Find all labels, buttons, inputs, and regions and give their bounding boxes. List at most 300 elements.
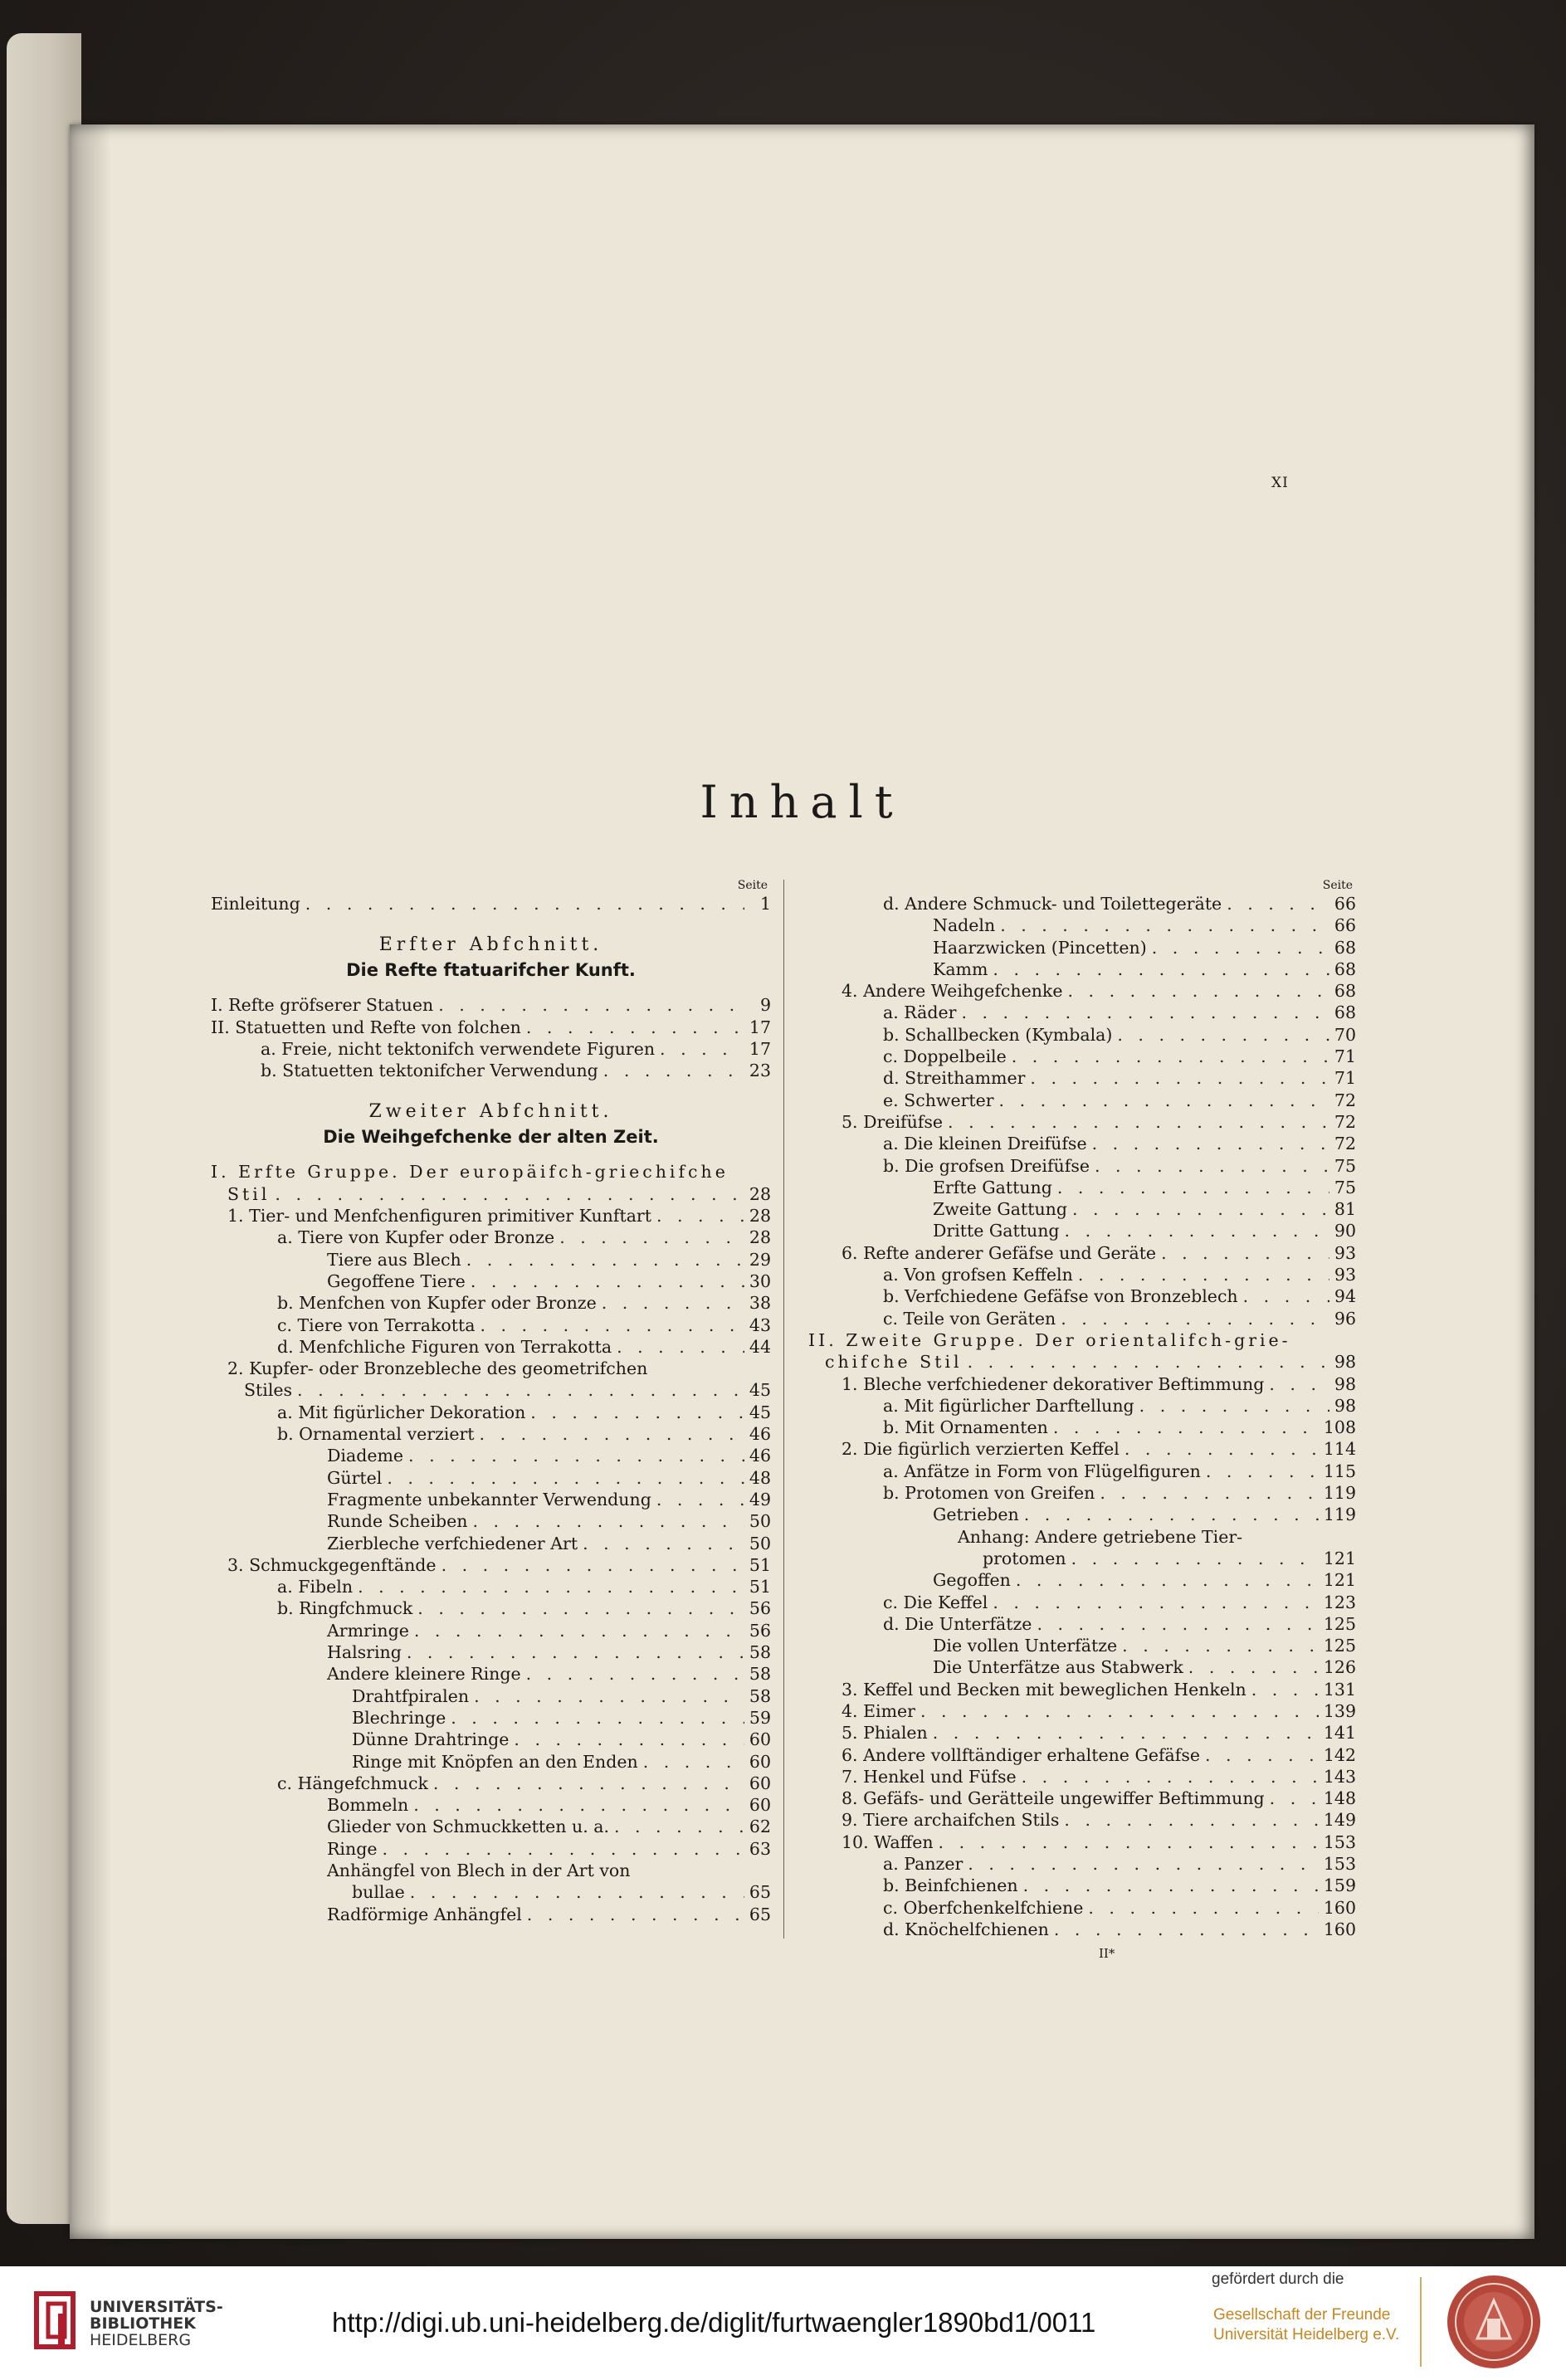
toc-entry-title: b. Ornamental verziert: [277, 1424, 475, 1445]
toc-entry: [211, 1794, 771, 1816]
dot-leader: [1078, 1264, 1329, 1285]
dot-leader: [993, 958, 1329, 980]
society-name[interactable]: [1213, 2305, 1399, 2345]
toc-entry-title: I. Erfte Gruppe. Der europäifch-griechifche: [211, 1162, 729, 1183]
dot-leader: [530, 1402, 744, 1423]
toc-entry-page: 98: [1334, 1373, 1356, 1394]
toc-entry: [211, 1205, 771, 1227]
toc-entry: [808, 1809, 1356, 1831]
page-gutter-shadow: [70, 124, 111, 2239]
funded-by-label: gefördert durch die: [1212, 2270, 1344, 2288]
toc-entry-title: Glieder von Schmuckketten u. a.: [327, 1817, 609, 1837]
toc-entry: [211, 1904, 771, 1925]
toc-entry-page: 119: [1323, 1505, 1356, 1525]
toc-entry-title: b. Menfchen von Kupfer oder Bronze: [277, 1293, 597, 1314]
dot-leader: [527, 1904, 744, 1925]
toc-entry-page: 51: [749, 1577, 771, 1597]
dot-leader: [413, 1794, 744, 1816]
toc-entry-title: 5. Dreifüfse: [842, 1111, 944, 1132]
dot-leader: [1100, 1482, 1318, 1504]
toc-entry-title: Die Unterfätze aus Stabwerk: [933, 1657, 1183, 1678]
dot-leader: [514, 1729, 744, 1750]
dot-leader: [1065, 1220, 1329, 1241]
toc-entry: [808, 1504, 1356, 1525]
toc-entry: [808, 1569, 1356, 1591]
toc-entry-page: 23: [749, 1061, 771, 1081]
toc-entry: [808, 1308, 1356, 1329]
dot-leader: [1139, 1395, 1329, 1417]
toc-entry-title: Andere kleinere Ringe: [327, 1664, 521, 1685]
dot-leader: [614, 1816, 744, 1837]
toc-entry: [211, 893, 771, 914]
toc-entry-title: Stiles: [244, 1380, 293, 1401]
library-name-line: UNIVERSITÄTS-: [90, 2298, 223, 2316]
toc-entry-title: Blechringe: [352, 1707, 446, 1728]
toc-entry-title: b. Mit Ornamenten: [883, 1417, 1048, 1438]
toc-entry-title: d. Streithammer: [883, 1068, 1026, 1089]
dot-leader: [382, 1838, 744, 1860]
toc-entry-title: Halsring: [327, 1642, 402, 1663]
toc-entry-title: Ringe mit Knöpfen an den Enden: [352, 1751, 638, 1772]
source-url-link[interactable]: http://digi.ub.uni-heidelberg.de/diglit/furtwaengler1890bd1/0011: [332, 2307, 1096, 2338]
toc-entry-title: c. Die Keffel: [883, 1592, 988, 1612]
toc-entry-page: 98: [1334, 1395, 1356, 1416]
toc-entry: [808, 1046, 1356, 1067]
dot-leader: [1117, 1024, 1329, 1046]
toc-entry-title: 2. Die figürlich verzierten Keffel: [842, 1439, 1120, 1460]
dot-leader: [1064, 1809, 1318, 1831]
toc-entry-title: c. Oberfchenkelfchiene: [883, 1897, 1084, 1918]
toc-entry-title: Drahtfpiralen: [352, 1685, 470, 1706]
toc-entry-title: b. Die grofsen Dreifüfse: [883, 1155, 1090, 1176]
toc-entry-title: Fragmente unbekannter Verwendung: [327, 1489, 651, 1509]
dot-leader: [433, 1773, 744, 1794]
page-number: XI: [1271, 475, 1289, 491]
university-seal-icon: [1444, 2272, 1544, 2372]
toc-entry-page: 60: [749, 1729, 771, 1750]
toc-entry-page: 44: [749, 1336, 771, 1357]
toc-entry-page: 48: [749, 1467, 771, 1488]
toc-entry-page: 29: [749, 1249, 771, 1270]
toc-entry: [808, 1090, 1356, 1111]
toc-entry-page: 148: [1323, 1788, 1356, 1809]
toc-entry-page: 28: [749, 1183, 771, 1204]
dot-leader: [1061, 1308, 1329, 1329]
library-name-line: BIBLIOTHEK: [90, 2314, 196, 2333]
toc-entry: [211, 1270, 771, 1292]
toc-entry: [808, 1351, 1356, 1373]
toc-entry: [808, 1875, 1356, 1896]
dot-leader: [1205, 1744, 1319, 1766]
dot-leader: [451, 1707, 744, 1729]
toc-entry: [211, 1663, 771, 1685]
toc-entry: [808, 1787, 1356, 1809]
toc-entry-title: protomen: [983, 1548, 1066, 1568]
toc-entry-page: 1: [759, 894, 771, 914]
toc-entry-page: 125: [1323, 1613, 1356, 1634]
toc-entry-page: 66: [1334, 915, 1356, 936]
toc-entry-title: Zierbleche verfchiedener Art: [327, 1533, 578, 1553]
dot-leader: [1071, 1548, 1319, 1569]
dot-leader: [1152, 937, 1329, 958]
toc-entry-page: 126: [1323, 1657, 1356, 1678]
dot-leader: [1000, 914, 1329, 936]
toc-entry-title: Diademe: [327, 1446, 404, 1466]
toc-entry-title: Haarzwicken (Pincetten): [933, 937, 1147, 958]
dot-leader: [358, 1576, 744, 1597]
toc-entry: [808, 1700, 1356, 1722]
dot-leader: [305, 893, 744, 914]
toc-entry-page: 121: [1323, 1548, 1356, 1568]
dot-leader: [1068, 980, 1329, 1002]
toc-entry-title: b. Statuetten tektonifcher Verwendung: [261, 1061, 598, 1081]
toc-entry-page: 149: [1323, 1810, 1356, 1831]
toc-entry: [211, 1729, 771, 1750]
dot-leader: [1227, 893, 1329, 914]
dot-leader: [1030, 1067, 1329, 1089]
dot-leader: [1269, 1373, 1329, 1395]
toc-entry-title: 1. Bleche verfchiedener dekorativer Beftimmung: [842, 1373, 1265, 1394]
dot-leader: [920, 1700, 1319, 1722]
toc-entry-page: 141: [1323, 1723, 1356, 1744]
toc-entry-page: 50: [749, 1511, 771, 1532]
dot-leader: [1022, 1766, 1319, 1787]
toc-entry-title: d. Knöchelfchienen: [883, 1919, 1049, 1939]
toc-entry-page: 59: [749, 1707, 771, 1728]
toc-entry: [211, 1881, 771, 1903]
dot-leader: [526, 1017, 744, 1038]
toc-entry: [808, 1373, 1356, 1395]
toc-entry-title: Gegoffen: [933, 1570, 1011, 1591]
toc-entry: [211, 1533, 771, 1554]
toc-entry: [808, 1548, 1356, 1569]
toc-entry-page: 68: [1334, 958, 1356, 979]
toc-entry-page: 131: [1323, 1679, 1356, 1700]
toc-entry-title: Kamm: [933, 958, 988, 979]
toc-entry: [808, 1744, 1356, 1766]
toc-entry-page: 108: [1323, 1417, 1356, 1438]
dot-leader: [993, 1592, 1319, 1613]
signature-mark: II*: [1099, 1946, 1115, 1961]
toc-entry-page: 28: [749, 1227, 771, 1248]
toc-entry: [211, 1183, 771, 1205]
toc-entry-title: a. Die kleinen Dreifüfse: [883, 1134, 1087, 1154]
toc-entry: [211, 1838, 771, 1860]
toc-entry-title: 3. Keffel und Becken mit beweglichen Henkeln: [842, 1679, 1246, 1700]
toc-entry: [808, 914, 1356, 936]
dot-leader: [1122, 1635, 1319, 1656]
toc-entry: [808, 1002, 1356, 1023]
dot-leader: [410, 1881, 744, 1903]
column-divider: [783, 880, 784, 1939]
toc-entry: [808, 1024, 1356, 1046]
toc-entry-page: 9: [759, 995, 771, 1016]
toc-entry: [211, 1379, 771, 1401]
toc-entry: [211, 1038, 771, 1060]
toc-entry-page: 66: [1334, 894, 1356, 914]
toc-entry: [808, 1133, 1356, 1154]
toc-list: [211, 1161, 771, 1924]
toc-entry-page: 93: [1334, 1265, 1356, 1285]
dot-leader: [1124, 1438, 1319, 1460]
toc-entry-title: 6. Refte anderer Gefäfse und Geräte: [842, 1242, 1157, 1263]
library-name: [90, 2299, 223, 2348]
toc-entry-page: 123: [1323, 1592, 1356, 1612]
toc-entry-title: a. Räder: [883, 1002, 957, 1023]
toc-entry: [211, 1620, 771, 1641]
toc-entry: [808, 1679, 1356, 1700]
toc-entry-title: I. Refte gröfserer Statuen: [211, 995, 434, 1016]
toc-entry-title: 6. Andere vollftändiger erhaltene Gefäfse: [842, 1744, 1201, 1765]
toc-entry-page: 160: [1323, 1919, 1356, 1939]
dot-leader: [603, 1060, 744, 1081]
toc-entry: [808, 1198, 1356, 1220]
dot-leader: [1243, 1285, 1329, 1307]
toc-entry-page: 75: [1334, 1177, 1356, 1197]
toc-right-column: [808, 878, 1356, 1940]
dot-leader: [438, 994, 744, 1016]
toc-entry-page: 121: [1323, 1570, 1356, 1591]
toc-entry: [808, 1417, 1356, 1438]
toc-entry-title: a. Panzer: [883, 1854, 964, 1875]
toc-entry-title: b. Verfchiedene Gefäfse von Bronzeblech: [883, 1286, 1238, 1307]
dot-leader: [480, 1423, 744, 1445]
toc-entry-title: a. Mit figürlicher Dekoration: [277, 1402, 526, 1422]
toc-entry-page: 68: [1334, 937, 1356, 958]
toc-entry-title: 10. Waffen: [842, 1831, 934, 1852]
dot-leader: [1057, 1177, 1329, 1198]
toc-entry: [808, 1242, 1356, 1264]
toc-entry-page: 72: [1334, 1090, 1356, 1110]
toc-entry-page: 159: [1323, 1875, 1356, 1896]
dot-leader: [1023, 1875, 1319, 1896]
dot-leader: [961, 1002, 1329, 1023]
section-heading-bold: Die Weihgefchenke der alten Zeit.: [323, 1127, 659, 1148]
toc-entry-page: 153: [1323, 1854, 1356, 1875]
toc-entry: [808, 1264, 1356, 1285]
dot-leader: [275, 1183, 744, 1205]
section-heading-spaced: Zweiter Abfchnitt.: [368, 1101, 613, 1123]
toc-entry-page: 56: [749, 1620, 771, 1641]
toc-entry-page: 72: [1334, 1134, 1356, 1154]
seite-header: Seite: [737, 879, 768, 892]
toc-entry-page: 71: [1334, 1046, 1356, 1067]
toc-entry-title: Anhang: Andere getriebene Tier-: [958, 1526, 1243, 1547]
toc-entry: [808, 1111, 1356, 1133]
toc-entry-page: 65: [749, 1882, 771, 1903]
toc-entry-title: c. Doppelbeile: [883, 1046, 1007, 1067]
toc-entry-page: 81: [1334, 1199, 1356, 1220]
toc-entry: [808, 1526, 1356, 1548]
toc-entry: [211, 1358, 771, 1379]
toc-entry-title: Einleitung: [211, 894, 300, 914]
toc-entry-title: 2. Kupfer- oder Bronzebleche des geometrifchen: [227, 1358, 648, 1379]
dot-leader: [602, 1292, 744, 1314]
toc-entry: [808, 1919, 1356, 1940]
toc-entry: [808, 1177, 1356, 1198]
toc-entry-page: 139: [1323, 1700, 1356, 1721]
toc-entry-title: 4. Andere Weihgefchenke: [842, 981, 1063, 1002]
dot-leader: [643, 1751, 744, 1773]
toc-entry-title: 9. Tiere archaifchen Stils: [842, 1810, 1060, 1831]
toc-entry-page: 46: [749, 1424, 771, 1445]
toc-entry-title: Runde Scheiben: [327, 1511, 468, 1532]
toc-entry-title: bullae: [352, 1882, 405, 1903]
toc-entry-title: c. Tiere von Terrakotta: [277, 1314, 476, 1335]
toc-entry: [211, 1402, 771, 1423]
toc-entry-page: 60: [749, 1773, 771, 1793]
dot-leader: [473, 1510, 744, 1532]
toc-entry-title: b. Schallbecken (Kymbala): [883, 1024, 1113, 1045]
toc-entry: [808, 1635, 1356, 1656]
toc-entry-page: 119: [1323, 1483, 1356, 1504]
toc-entry-title: Dritte Gattung: [933, 1221, 1060, 1241]
toc-entry-page: 30: [749, 1270, 771, 1291]
dot-leader: [407, 1641, 744, 1663]
dot-leader: [417, 1597, 744, 1619]
dot-leader: [1088, 1897, 1318, 1919]
toc-entry: [808, 1831, 1356, 1853]
toc-entry-title: 1. Tier- und Menfchenfiguren primitiver Kunftart: [227, 1206, 651, 1227]
toc-entry: [808, 893, 1356, 914]
toc-entry-title: Erfte Gattung: [933, 1177, 1052, 1197]
dot-leader: [480, 1314, 744, 1336]
toc-entry: [808, 1592, 1356, 1613]
toc-entry-title: c. Teile von Geräten: [883, 1308, 1056, 1329]
toc-entry-title: a. Mit figürlicher Darftellung: [883, 1395, 1134, 1416]
toc-entry-title: a. Fibeln: [277, 1577, 354, 1597]
dot-leader: [1251, 1679, 1319, 1700]
toc-entry-page: 60: [749, 1751, 771, 1772]
toc-entry: [808, 1897, 1356, 1919]
dot-leader: [968, 1351, 1329, 1373]
toc-entry-page: 68: [1334, 981, 1356, 1002]
toc-entry-title: Stil: [227, 1183, 271, 1204]
dot-leader: [1092, 1133, 1329, 1154]
toc-entry-title: a. Freie, nicht tektonifch verwendete Figuren: [261, 1038, 656, 1059]
toc-entry: [808, 958, 1356, 980]
toc-entry-title: 4. Eimer: [842, 1700, 915, 1721]
toc-entry: [211, 1017, 771, 1038]
toc-entry-title: Tiere aus Blech: [327, 1249, 461, 1270]
dot-leader: [1037, 1613, 1318, 1635]
dot-leader: [1206, 1461, 1319, 1482]
dot-leader: [474, 1685, 744, 1707]
dot-leader: [1188, 1656, 1319, 1678]
seite-header: Seite: [1322, 879, 1353, 892]
toc-entry-title: b. Ringfchmuck: [277, 1598, 413, 1619]
toc-entry: [808, 980, 1356, 1002]
toc-entry: [808, 937, 1356, 958]
toc-entry-page: 56: [749, 1598, 771, 1619]
dot-leader: [656, 1205, 744, 1227]
toc-entry-title: Ringe: [327, 1838, 378, 1859]
toc-entry: [808, 1220, 1356, 1241]
toc-entry-page: 43: [749, 1314, 771, 1335]
toc-entry-title: c. Hängefchmuck: [277, 1773, 428, 1793]
toc-entry-page: 70: [1334, 1024, 1356, 1045]
toc-entry-title: 3. Schmuckgegenftände: [227, 1554, 437, 1575]
toc-entry: [808, 1722, 1356, 1744]
toc-entry-page: 71: [1334, 1068, 1356, 1089]
page-title: Inhalt: [700, 776, 905, 828]
toc-entry-page: 114: [1323, 1439, 1356, 1460]
toc-entry-page: 93: [1334, 1242, 1356, 1263]
dot-leader: [387, 1467, 744, 1489]
toc-entry: [211, 1816, 771, 1837]
dot-leader: [968, 1853, 1319, 1875]
toc-entry-page: 60: [749, 1795, 771, 1816]
toc-entry: [211, 1292, 771, 1314]
dot-leader: [442, 1554, 744, 1576]
toc-entry-page: 75: [1334, 1155, 1356, 1176]
library-logo-icon: [33, 2290, 93, 2350]
toc-entry-page: 96: [1334, 1308, 1356, 1329]
toc-entry: [808, 1329, 1356, 1351]
dot-leader: [933, 1722, 1319, 1744]
toc-entry-page: 58: [749, 1642, 771, 1663]
toc-entry-title: Armringe: [327, 1620, 409, 1641]
toc-entry-title: II. Statuetten und Refte von folchen: [211, 1017, 521, 1037]
dot-leader: [1161, 1242, 1329, 1264]
dot-leader: [948, 1111, 1329, 1133]
toc-entry-title: a. Anfätze in Form von Flügelfiguren: [883, 1461, 1201, 1481]
dot-leader: [526, 1663, 744, 1685]
toc-entry-page: 45: [749, 1402, 771, 1422]
toc-entry-page: 90: [1334, 1221, 1356, 1241]
toc-entry-page: 51: [749, 1554, 771, 1575]
toc-entry: [211, 994, 771, 1016]
section-heading-spaced: Erfter Abfchnitt.: [378, 934, 603, 956]
toc-entry-page: 115: [1323, 1461, 1356, 1481]
dot-leader: [999, 1090, 1329, 1111]
toc-entry-title: b. Protomen von Greifen: [883, 1483, 1095, 1504]
toc-entry: [808, 1438, 1356, 1460]
toc-entry-title: 7. Henkel und Füfse: [842, 1766, 1017, 1787]
toc-entry-page: 62: [749, 1817, 771, 1837]
toc-entry: [808, 1482, 1356, 1504]
dot-leader: [1072, 1198, 1329, 1220]
toc-entry-page: 94: [1334, 1286, 1356, 1307]
toc-entry-page: 125: [1323, 1636, 1356, 1656]
toc-entry: [211, 1751, 771, 1773]
toc-entry: [211, 1489, 771, 1510]
toc-entry: [211, 1060, 771, 1081]
toc-entry-title: chifche Stil: [825, 1352, 963, 1373]
dot-leader: [1012, 1046, 1329, 1067]
dot-leader: [617, 1336, 744, 1358]
dot-leader: [408, 1445, 744, 1466]
toc-entry-page: 143: [1323, 1766, 1356, 1787]
toc-entry-title: d. Die Unterfätze: [883, 1613, 1032, 1634]
toc-entry-title: a. Von grofsen Keffeln: [883, 1265, 1073, 1285]
toc-entry-title: Bommeln: [327, 1795, 409, 1816]
dot-leader: [559, 1227, 744, 1248]
toc-entry: [211, 1423, 771, 1445]
toc-entry-title: Die vollen Unterfätze: [933, 1636, 1118, 1656]
toc-entry-page: 142: [1323, 1744, 1356, 1765]
toc-list: [808, 893, 1356, 1940]
dot-leader: [583, 1533, 744, 1554]
toc-entry-title: d. Andere Schmuck- und Toilettegeräte: [883, 894, 1222, 914]
toc-entry-title: e. Schwerter: [883, 1090, 994, 1110]
dot-leader: [1024, 1504, 1319, 1525]
toc-entry-title: Getrieben: [933, 1505, 1019, 1525]
toc-entry-page: 50: [749, 1533, 771, 1553]
toc-entry: [211, 1314, 771, 1336]
toc-entry: [211, 1336, 771, 1358]
toc-entry-title: 8. Gefäfs- und Gerätteile ungewiffer Beftimmung: [842, 1788, 1265, 1809]
